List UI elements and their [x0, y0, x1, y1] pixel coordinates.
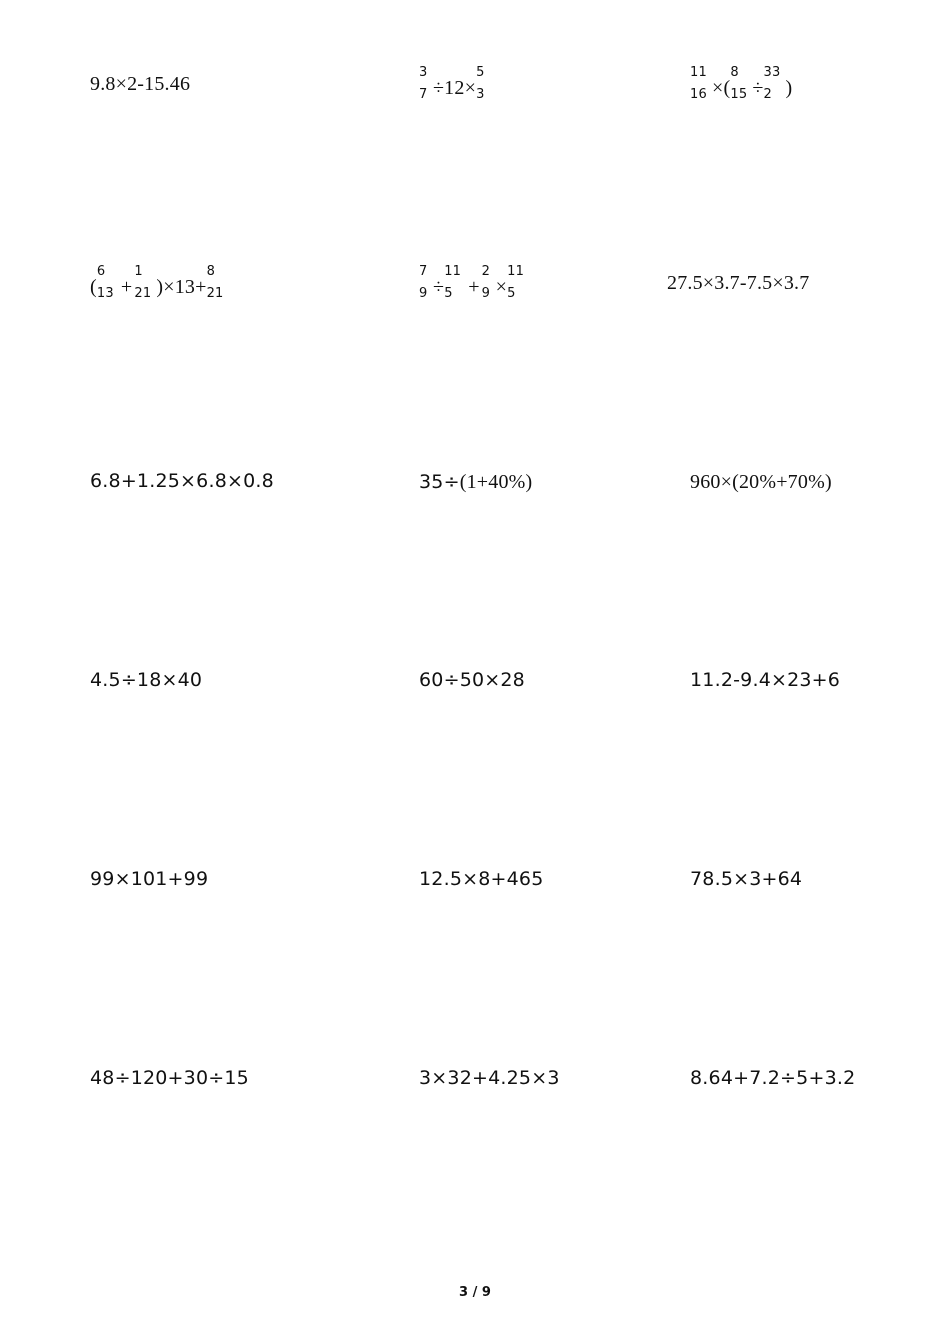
problem-r3c1: 6.8+1.25×6.8×0.8 — [90, 470, 274, 492]
fraction: 3 7 — [419, 65, 428, 102]
fraction: 1 21 — [134, 264, 152, 301]
problem-r1c3: 11 16 ×( 8 15 ÷ 33 2 ) — [690, 65, 793, 102]
fraction: 33 2 — [763, 65, 781, 102]
fraction: 2 9 — [481, 264, 491, 301]
problem-r2c1: ( 6 13 + 1 21 )×13+ 8 21 — [90, 273, 229, 297]
problem-r5c3: 78.5×3+64 — [690, 868, 803, 890]
problem-r5c1: 99×101+99 — [90, 868, 209, 890]
fraction: 11 5 — [507, 264, 525, 301]
fraction: 7 9 — [419, 264, 428, 301]
problem-r6c2: 3×32+4.25×3 — [419, 1067, 560, 1089]
problem-r3c2: 35÷(1+40%) — [419, 471, 533, 493]
fraction: 5 3 — [476, 65, 485, 102]
problem-r1c1: 9.8×2-15.46 — [90, 73, 191, 95]
problem-r4c3: 11.2-9.4×23+6 — [690, 669, 841, 691]
fraction: 6 13 — [96, 264, 114, 301]
problem-r4c2: 60÷50×28 — [419, 669, 525, 691]
problem-r6c1: 48÷120+30÷15 — [90, 1067, 249, 1089]
page-number: 3 / 9 — [459, 1285, 491, 1300]
fraction: 8 21 — [206, 264, 224, 301]
problem-r4c1: 4.5÷18×40 — [90, 669, 203, 691]
problem-r6c3: 8.64+7.2÷5+3.2 — [690, 1067, 856, 1089]
fraction: 11 16 — [690, 65, 707, 102]
problem-r5c2: 12.5×8+465 — [419, 868, 544, 890]
problem-r3c3: 960×(20%+70%) — [690, 471, 832, 493]
fraction: 8 15 — [730, 65, 748, 102]
fraction: 11 5 — [444, 264, 462, 301]
problem-r1c2: 3 7 ÷12× 5 3 — [419, 74, 490, 98]
problem-r2c2: 7 9 ÷ 11 5 + 2 9 × 11 5 — [419, 273, 529, 297]
problem-r2c3: 27.5×3.7-7.5×3.7 — [667, 272, 810, 294]
